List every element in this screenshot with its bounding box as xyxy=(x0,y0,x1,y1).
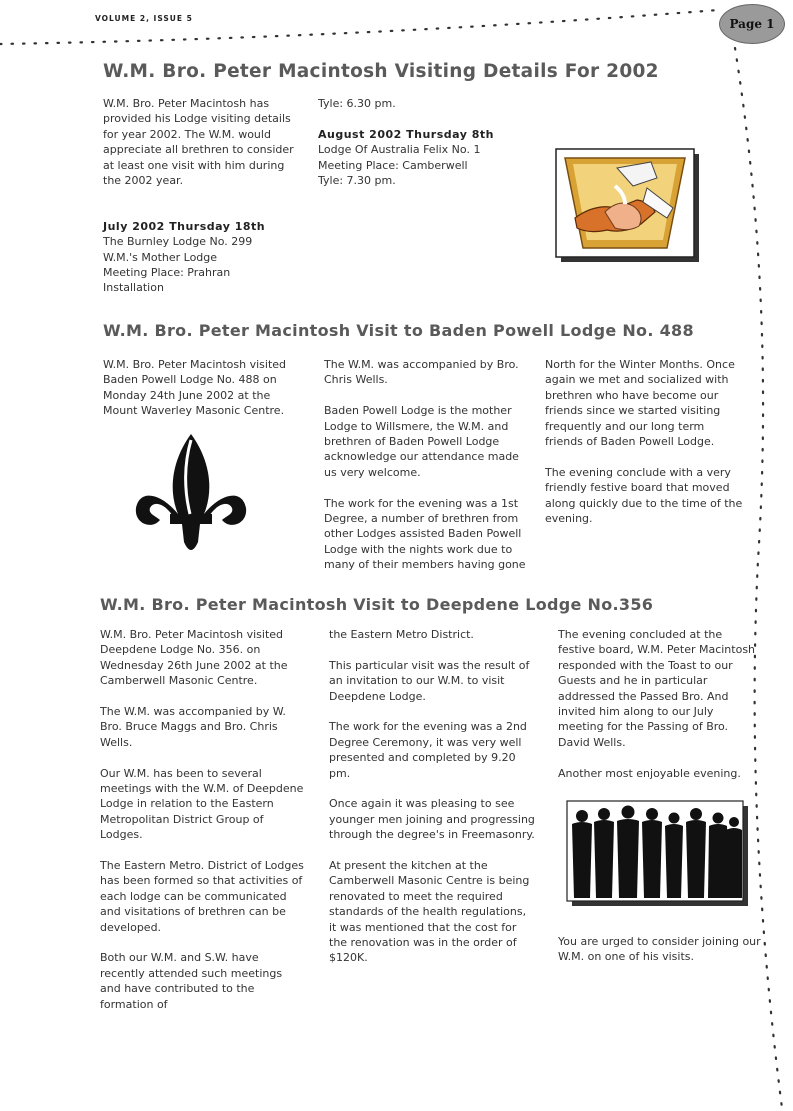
deepdene-paragraph: The W.M. was accompanied by W. Bro. Bruce Maggs and Bro. Chris Wells. xyxy=(100,705,286,749)
august-line: Lodge Of Australia Felix No. 1 xyxy=(318,143,481,157)
july-line: Installation xyxy=(103,281,164,295)
july-heading: July 2002 Thursday 18th xyxy=(103,219,266,233)
baden-powell-paragraph: North for the Winter Months. Once again we met and socialized with brethren who have become our friends since we started visiting frequently and our long term friends of Baden Powell Lodge. xyxy=(545,358,735,449)
july-tyle: Tyle: 6.30 pm. xyxy=(318,97,396,110)
closing-column xyxy=(558,934,762,965)
people-silhouettes-icon xyxy=(566,800,750,908)
august-line: Meeting Place: Camberwell xyxy=(318,158,468,172)
baden-powell-paragraph: Baden Powell Lodge is the mother Lodge to Willsmere, the W.M. and brethren of Baden Powell Lodge acknowledge our attendance made us very welcome. xyxy=(324,404,519,479)
deepdene-paragraph: Once again it was pleasing to see younger men joining and progressing through the degree's in Freemasonry. xyxy=(329,797,535,842)
section-title-deepdene: W.M. Bro. Peter Macintosh Visit to Deepdene Lodge No.356 xyxy=(100,595,654,614)
august-heading: August 2002 Thursday 8th xyxy=(318,127,494,141)
deepdene-paragraph: The Eastern Metro. District of Lodges has been formed so that activities of each lodge can be communicated and visitations of brethren can be developed. xyxy=(100,859,304,934)
august-line: Tyle: 7.30 pm. xyxy=(318,174,396,188)
baden-powell-paragraph: The work for the evening was a 1st Degree, a number of brethren from other Lodges assisted Baden Powell Lodge with the nights work due to many of their members having gone xyxy=(324,496,526,572)
deepdene-paragraph: This particular visit was the result of an invitation to our W.M. to visit Deepdene Lodge. xyxy=(329,658,530,703)
visiting-intro-column xyxy=(103,96,303,296)
page-number-label: Page 1 xyxy=(729,17,775,31)
deepdene-column-2 xyxy=(329,627,535,966)
baden-powell-paragraph: The evening conclude with a very friendly festive board that moved along quickly due to the time of the evening. xyxy=(545,465,743,526)
baden-powell-paragraph: The W.M. was accompanied by Bro. Chris Wells. xyxy=(324,358,519,387)
fleur-de-lis-icon xyxy=(132,430,250,564)
baden-powell-column-1 xyxy=(103,357,303,434)
baden-powell-column-2 xyxy=(324,357,529,573)
page-number-badge xyxy=(719,4,785,44)
deepdene-paragraph: the Eastern Metro District. xyxy=(329,628,474,641)
visiting-second-column xyxy=(318,96,518,188)
baden-powell-paragraph: W.M. Bro. Peter Macintosh visited Baden Powell Lodge No. 488 on Monday 24th June 2002 at the Mount Waverley Masonic Centre. xyxy=(103,358,287,418)
deepdene-paragraph: At present the kitchen at the Camberwell Masonic Centre is being renovated to meet the required standards of the health regulations, it was mentioned that the cost for the renovation was in the order of $120K. xyxy=(329,859,530,965)
deepdene-paragraph: Another most enjoyable evening. xyxy=(558,766,741,780)
deepdene-paragraph: The work for the evening was a 2nd Degree Ceremony, it was very well presented and completed by 9.20 pm. xyxy=(329,720,527,780)
visiting-intro: W.M. Bro. Peter Macintosh has provided his Lodge visiting details for year 2002. The W.M. would appreciate all brethren to consider at least one visit with him during the 2002 year. xyxy=(103,97,294,188)
deepdene-column-1 xyxy=(100,627,305,1012)
deepdene-paragraph: Both our W.M. and S.W. have recently attended such meetings and have contributed to the formation of xyxy=(100,951,283,1011)
july-line: W.M.'s Mother Lodge xyxy=(103,250,218,264)
closing-paragraph: You are urged to consider joining our W.M. on one of his visits. xyxy=(558,935,761,964)
deepdene-paragraph: Our W.M. has been to several meetings with the W.M. of Deepdene Lodge in relation to the Eastern Metropolitan District Group of Lodges. xyxy=(100,766,304,842)
handshake-clipart-icon xyxy=(555,148,703,264)
baden-powell-column-3 xyxy=(545,357,743,542)
deepdene-paragraph: The evening concluded at the festive board, W.M. Peter Macintosh responded with the Toast to our Guests and he in particular addressed the Passed Bro. And invited him along to our July meeting for the Passing of Bro. David Wells. xyxy=(558,628,756,749)
issue-label: VOLUME 2, ISSUE 5 xyxy=(95,14,193,23)
section-title-visiting-details: W.M. Bro. Peter Macintosh Visiting Details For 2002 xyxy=(103,61,659,82)
deepdene-paragraph: W.M. Bro. Peter Macintosh visited Deepdene Lodge No. 356. on Wednesday 26th June 2002 at the Camberwell Masonic Centre. xyxy=(100,628,288,688)
july-line: The Burnley Lodge No. 299 xyxy=(103,235,253,249)
deepdene-column-3 xyxy=(558,627,762,796)
section-title-baden-powell: W.M. Bro. Peter Macintosh Visit to Baden Powell Lodge No. 488 xyxy=(103,321,694,340)
july-line: Meeting Place: Prahran xyxy=(103,266,231,280)
